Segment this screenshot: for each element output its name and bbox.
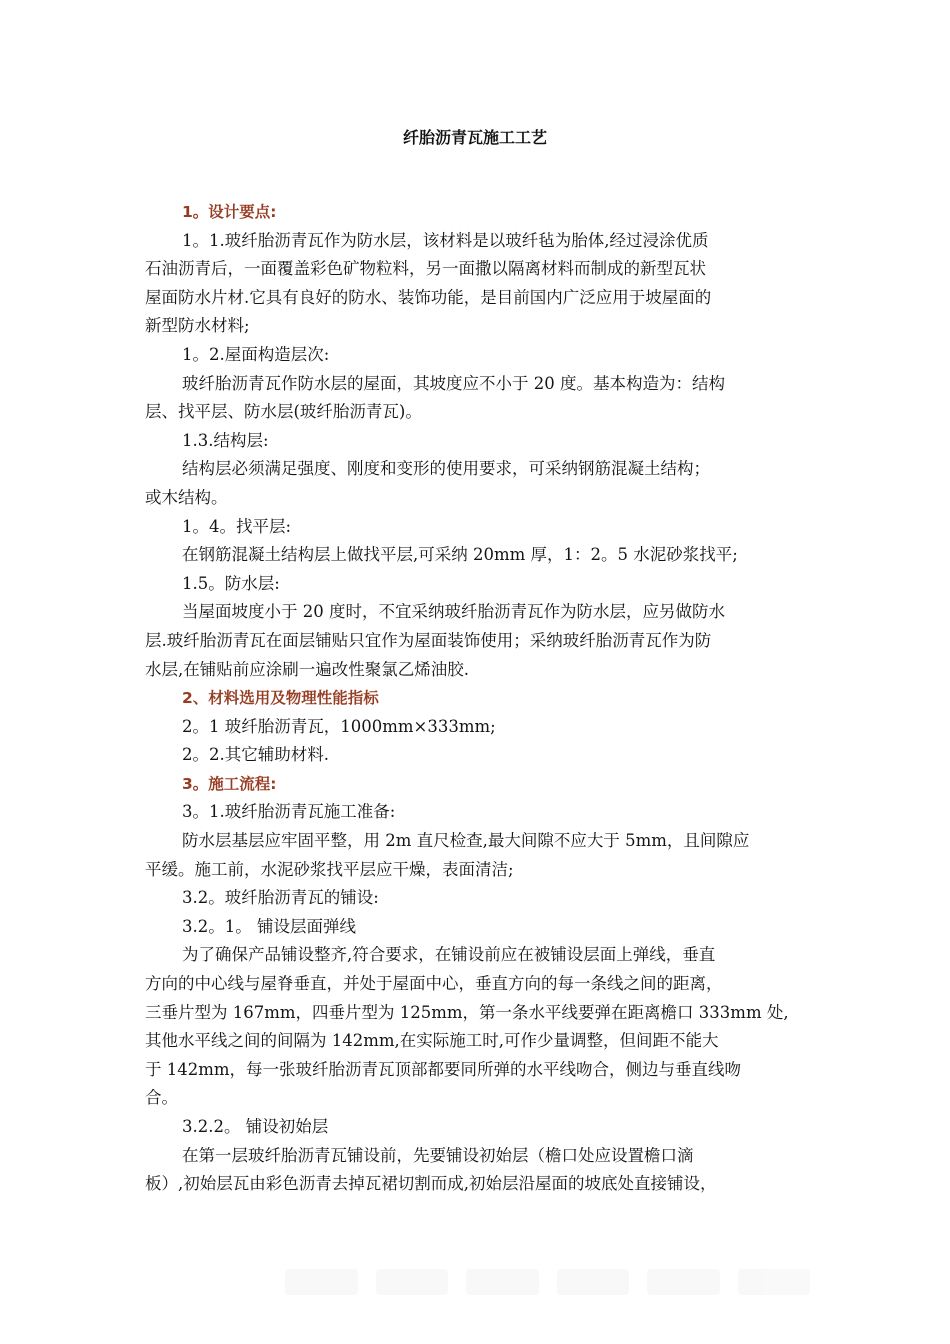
section-heading: 1。设计要点:	[182, 203, 277, 221]
paragraph-line: 防水层基层应牢固平整，用 2m 直尺检查,最大间隙不应大于 5mm，且间隙应	[182, 831, 750, 851]
paragraph-line: 层、找平层、防水层(玻纤胎沥青瓦)。	[145, 402, 422, 422]
page-title: 纤胎沥青瓦施工工艺	[402, 128, 547, 147]
section-heading: 2、材料选用及物理性能指标	[182, 689, 379, 708]
paragraph-line: 3.2.2。 铺设初始层	[182, 1117, 329, 1136]
paragraph-line: 新型防水材料;	[145, 316, 250, 336]
paragraph-line: 石油沥青后，一面覆盖彩色矿物粒料，另一面撒以隔离材料而制成的新型瓦状	[145, 259, 706, 279]
paragraph-line: 1.3.结构层:	[182, 430, 269, 450]
section-heading: 3。施工流程:	[182, 774, 277, 793]
paragraph-line: 层.玻纤胎沥青瓦在面层铺贴只宜作为屋面装饰使用；采纳玻纤胎沥青瓦作为防	[145, 630, 712, 650]
paragraph-line: 1。2.屋面构造层次:	[182, 344, 330, 364]
paragraph-line: 于 142mm，每一张玻纤胎沥青瓦顶部都要同所弹的水平线吻合，侧边与垂直线吻	[145, 1059, 742, 1079]
paragraph-line: 结构层必须满足强度、刚度和变形的使用要求，可采纳钢筋混凝土结构；	[182, 459, 710, 479]
paragraph-line: 1。4。找平层:	[182, 516, 292, 536]
paragraph-line: 3。1.玻纤胎沥青瓦施工准备:	[182, 802, 396, 822]
paragraph-line: 3.2。1。 铺设层面弹线	[182, 916, 356, 936]
paragraph-line: 在钢筋混凝土结构层上做找平层,可采纳 20mm 厚，1：2。5 水泥砂浆找平;	[182, 545, 738, 565]
paragraph-line: 2。2.其它辅助材料.	[182, 745, 329, 765]
paragraph-line: 3.2。玻纤胎沥青瓦的铺设:	[182, 888, 379, 908]
paragraph-line: 1。1.玻纤胎沥青瓦作为防水层，该材料是以玻纤毡为胎体,经过浸涂优质	[182, 230, 709, 250]
paragraph-line: 当屋面坡度小于 20 度时，不宜采纳玻纤胎沥青瓦作为防水层，应另做防水	[182, 602, 725, 622]
paragraph-line: 合。	[145, 1088, 178, 1108]
faded-footer-text	[285, 1262, 810, 1302]
paragraph-line: 玻纤胎沥青瓦作防水层的屋面，其坡度应不小于 20 度。基本构造为：结构	[182, 373, 725, 393]
paragraph-line: 1.5。防水层:	[182, 573, 280, 593]
paragraph-line: 水层,在铺贴前应涂刷一遍改性聚氯乙烯油胶.	[145, 659, 469, 679]
paragraph-line: 2。1 玻纤胎沥青瓦，1000mm×333mm;	[182, 716, 496, 736]
paragraph-line: 平缓。施工前，水泥砂浆找平层应干燥，表面清洁;	[145, 859, 514, 879]
paragraph-line: 其他水平线之间的间隔为 142mm,在实际施工时,可作少量调整，但间距不能大	[145, 1031, 719, 1051]
paragraph-line: 三垂片型为 167mm，四垂片型为 125mm，第一条水平线要弹在距离檐口 333mm 处,	[145, 1002, 789, 1022]
paragraph-line: 方向的中心线与屋脊垂直，并处于屋面中心，垂直方向的每一条线之间的距离，	[145, 974, 723, 994]
paragraph-line: 在第一层玻纤胎沥青瓦铺设前，先要铺设初始层（檐口处应设置檐口滴	[182, 1145, 694, 1165]
paragraph-line: 屋面防水片材.它具有良好的防水、装饰功能，是目前国内广泛应用于坡屋面的	[145, 287, 712, 307]
paragraph-line: 板）,初始层瓦由彩色沥青去掉瓦裙切割而成,初始层沿屋面的坡底处直接铺设，	[145, 1174, 717, 1194]
paragraph-line: 或木结构。	[145, 487, 228, 507]
paragraph-line: 为了确保产品铺设整齐,符合要求，在铺设前应在被铺设层面上弹线，垂直	[182, 945, 716, 965]
document-body	[145, 198, 813, 1199]
